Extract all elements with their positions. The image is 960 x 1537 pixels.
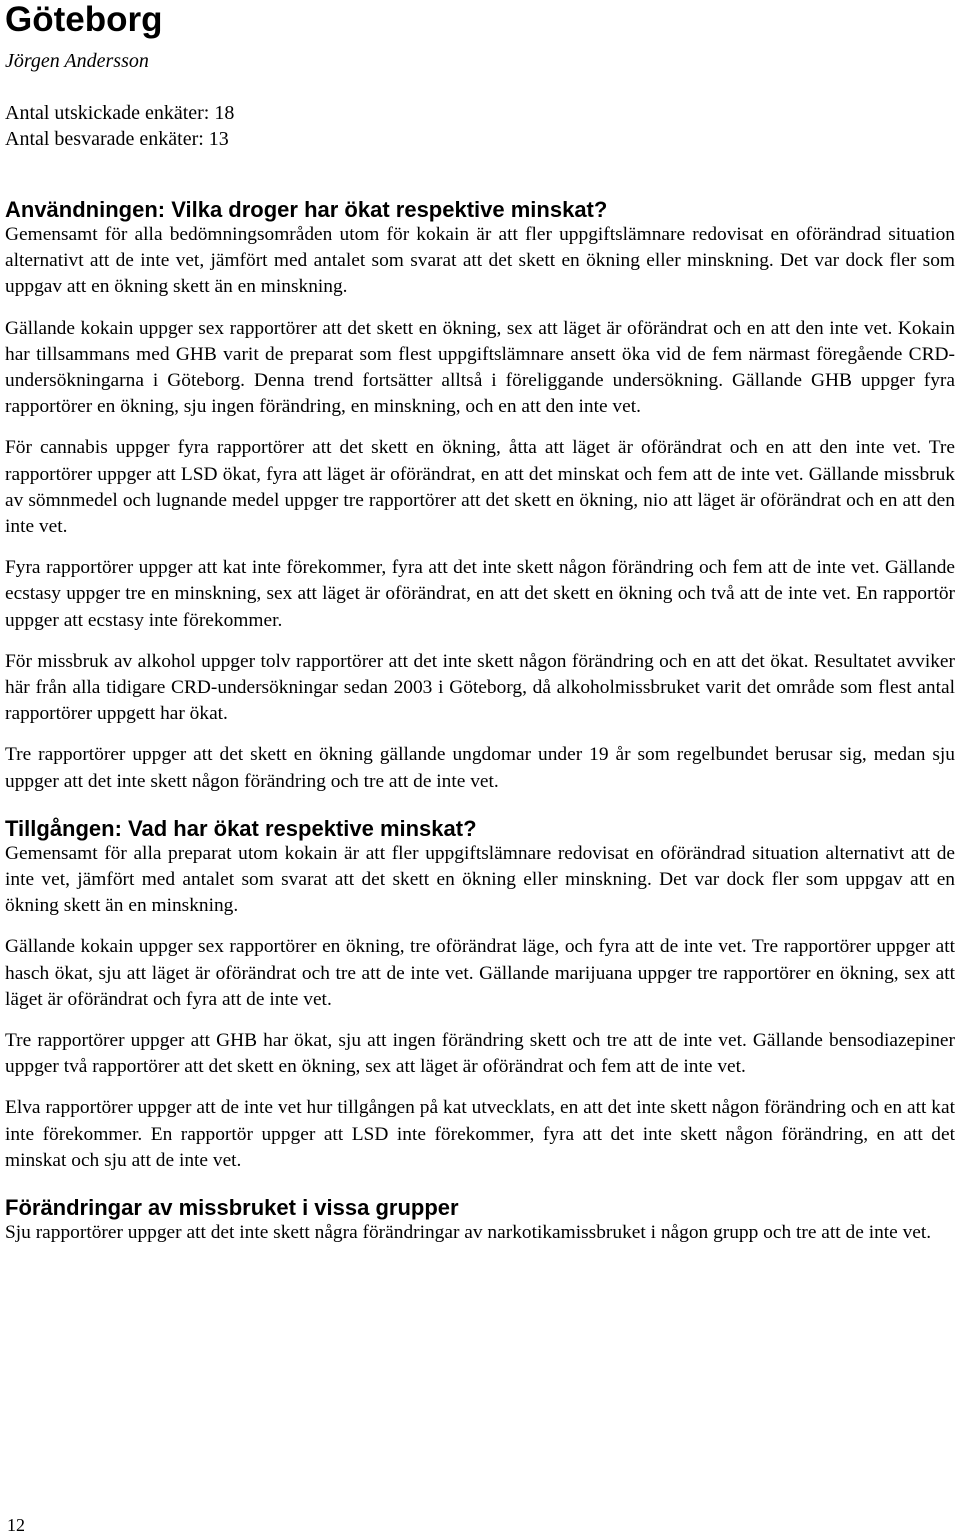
paragraph: För cannabis uppger fyra rapportörer att det skett en ökning, åtta att läget är oförändrat och en att den inte vet. Tre rapportörer uppger att LSD ökat, fyra att läget är oförändrat, en att det minskat och fem att de inte vet. Gällande missbruk av sömnmedel och lugnande medel uppger tre rapportörer att det skett en ökning, nio att läget är oförändrat och en att den inte vet. (5, 437, 955, 538)
section-groups (5, 1196, 955, 1246)
page-number: 12 (7, 1515, 25, 1535)
author-name: Jörgen Andersson (5, 50, 149, 72)
page-title: Göteborg (5, 0, 163, 39)
section-availability (5, 817, 955, 1174)
section-heading: Användningen: Vilka droger har ökat respektive minskat? (5, 197, 608, 222)
survey-counts (5, 100, 955, 152)
document-page (5, 0, 955, 1246)
answered-surveys-count: Antal besvarade enkäter: 13 (5, 128, 229, 150)
paragraph: Tre rapportörer uppger att GHB har ökat, sju att ingen förändring skett och tre att de inte vet. Gällande bensodiazepiner uppger två rapportörer att det skett en ökning, sex att läget är oförändrat och fem att de inte vet. (5, 1030, 955, 1078)
paragraph: Tre rapportörer uppger att det skett en ökning gällande ungdomar under 19 år som regelbundet berusar sig, medan sju uppger att det inte skett någon förändring och tre att de inte vet. (5, 744, 955, 792)
paragraph: Gemensamt för alla preparat utom kokain är att fler uppgiftslämnare redovisat en oförändrad situation alternativt att de inte vet, jämfört med antalet som svarat att det skett en ökning eller minskning. Det var dock fler som uppgav att en ökning skett än en minskning. (5, 842, 955, 917)
sent-surveys-count: Antal utskickade enkäter: 18 (5, 102, 235, 124)
paragraph: För missbruk av alkohol uppger tolv rapportörer att det inte skett någon förändring och en att det ökat. Resultatet avviker här från alla tidigare CRD-undersökningar sedan 2003 i Göteborg, då alkoholmissbruket varit det område som flest antal rapportörer uppgett har ökat. (5, 650, 955, 725)
paragraph: Gällande kokain uppger sex rapportörer att det skett en ökning, sex att läget är oförändrat och en att den inte vet. Kokain har tillsammans med GHB varit de preparat som flest uppgiftslämnare ansett öka vid de fem närmast föregående CRD-undersökningarna i Göteborg. Denna trend fortsätter alltså i föreliggande undersökning. Gällande GHB uppger fyra rapportörer en ökning, sju ingen förändring, en minskning, och en att den inte vet. (5, 317, 955, 418)
section-heading: Förändringar av missbruket i vissa grupper (5, 1195, 459, 1221)
paragraph: Gemensamt för alla bedömningsområden utom för kokain är att fler uppgiftslämnare redovisat en oförändrad situation alternativt att de inte vet, jämfört med antalet som svarat att det skett en ökning eller minskning. Det var dock fler som uppgav att en ökning skett än en minskning. (5, 224, 955, 298)
paragraph: Gällande kokain uppger sex rapportörer en ökning, tre oförändrat läge, och fyra att de inte vet. Tre rapportörer uppger att hasch ökat, sju att läget är oförändrat och tre att de inte vet. Gällande marijuana uppger tre rapportörer en ökning, sex att läget är oförändrat och fyra att de inte vet. (5, 936, 955, 1010)
paragraph: Sju rapportörer uppger att det inte skett några förändringar av narkotikamissbruket i någon grupp och tre att de inte vet. (5, 1222, 932, 1244)
paragraph: Elva rapportörer uppger att de inte vet hur tillgången på kat utvecklats, en att det inte skett någon förändring och en att kat inte förekommer. En rapportör uppger att LSD inte förekommer, fyra att det inte skett någon förändring, en att det minskat och sju att de inte vet. (5, 1097, 955, 1171)
section-usage (5, 198, 955, 795)
section-heading: Tillgången: Vad har ökat respektive minskat? (5, 815, 477, 841)
paragraph: Fyra rapportörer uppger att kat inte förekommer, fyra att det inte skett någon förändring och fem att de inte vet. Gällande ecstasy uppger tre en minskning, sex att läget är oförändrat, en att det skett en ökning och två att de inte vet. En rapportör uppger att ecstasy inte förekommer. (5, 557, 955, 631)
